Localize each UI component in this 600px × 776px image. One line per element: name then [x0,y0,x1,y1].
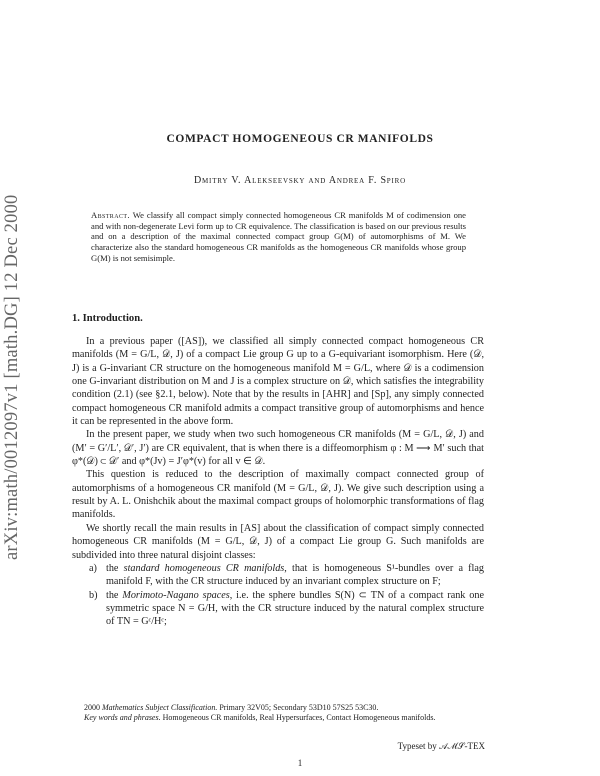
list-item: a) the standard homogeneous CR manifolds, that is homogeneous S¹-bundles over a flag manifold F, with the CR structure induced by an invariant complex structure on F; [89,562,485,588]
abstract-lead: Abstract. [91,210,130,220]
typeset-note: Typeset by 𝒜ℳ𝒮-TEX [397,741,485,751]
paper-authors: Dmitry V. Alekseevsky and Andrea F. Spiro [194,175,406,186]
arxiv-stamp: arXiv:math/0012097v1 [math.DG] 12 Dec 2000 [2,194,22,560]
list-item: b) the Morimoto-Nagano spaces, i.e. the sphere bundles S(N) ⊂ TN of a compact rank one symmetric space N = G/H, with the CR structure induced by the natural complex structure of TN = Gᶜ/Hᶜ; [89,589,484,628]
class-list [72,562,484,629]
list-item-label: b) [89,589,98,601]
footnote: 2000 Mathematics Subject Classification. Primary 32V05; Secondary 53D10 57S25 53C30. [84,703,379,712]
list-item-term: Morimoto-Nagano spaces [122,589,230,601]
body-text [72,335,484,629]
abstract [91,210,466,264]
paper-title: COMPACT HOMOGENEOUS CR MANIFOLDS [166,133,434,145]
list-item-term: standard homogeneous CR manifolds [123,562,285,574]
page-number: 1 [297,758,303,768]
paragraph: We shortly recall the main results in [AS] about the classification of compact simply connected homogeneous CR manifolds (M = G/L, 𝒟, J) of a compact Lie group G. Such manifolds are subdivided into three natural disjoint classes: [72,522,484,561]
section-heading: 1. Introduction. [72,313,143,324]
paragraph: In a previous paper ([AS]), we classified all simply connected compact homogeneous CR manifolds (M = G/L, 𝒟, J) of a compact Lie group G up to a G-equivariant isomorphism. Here (𝒟, J) is a G-invariant CR structure on the homogeneous manifold M = G/L, where 𝒟 is a codimension one G-invariant distribution on M and J is a complex structure on 𝒟, which satisfies the integrability condition (2.1) (see §2.1, below). Note that by the results in [AHR] and [Sp], any simply connected compact homogeneous CR manifold admits a compact transitive group of automorphisms and hence it can be represented in the above form. [72,336,484,428]
footnotes [72,703,484,723]
paragraph: This question is reduced to the description of maximally compact connected group of automorphisms of a homogeneous CR manifold (M = G/L, 𝒟, J). We give such description using a result by A. L. Onishchik about the maximal compact groups of holomorphic transformations of flag manifolds. [72,469,484,521]
abstract-text: We classify all compact simply connected homogeneous CR manifolds M of codimension one and with non-degenerate Levi form up to CR equivalence. The classification is based on our previous results and on a description of the maximal connected compact group G(M) of automorphisms of M. We characterize also the standard homogeneous CR manifolds as the homogeneous CR manifolds whose group G(M) is not semisimple. [91,210,466,263]
footnote: Key words and phrases. Homogeneous CR manifolds, Real Hypersurfaces, Contact Homogeneous manifolds. [84,713,436,723]
list-item-label: a) [89,562,97,574]
paragraph: In the present paper, we study when two such homogeneous CR manifolds (M = G/L, 𝒟, J) and (M′ = G′/L′, 𝒟′, J′) are CR equivalent, that is when there is a diffeomorphism φ : M ⟶ M′ such that φ*(𝒟) ⊂ 𝒟′ and φ*(Jv) = J′φ*(v) for all v ∈ 𝒟. [72,429,484,468]
